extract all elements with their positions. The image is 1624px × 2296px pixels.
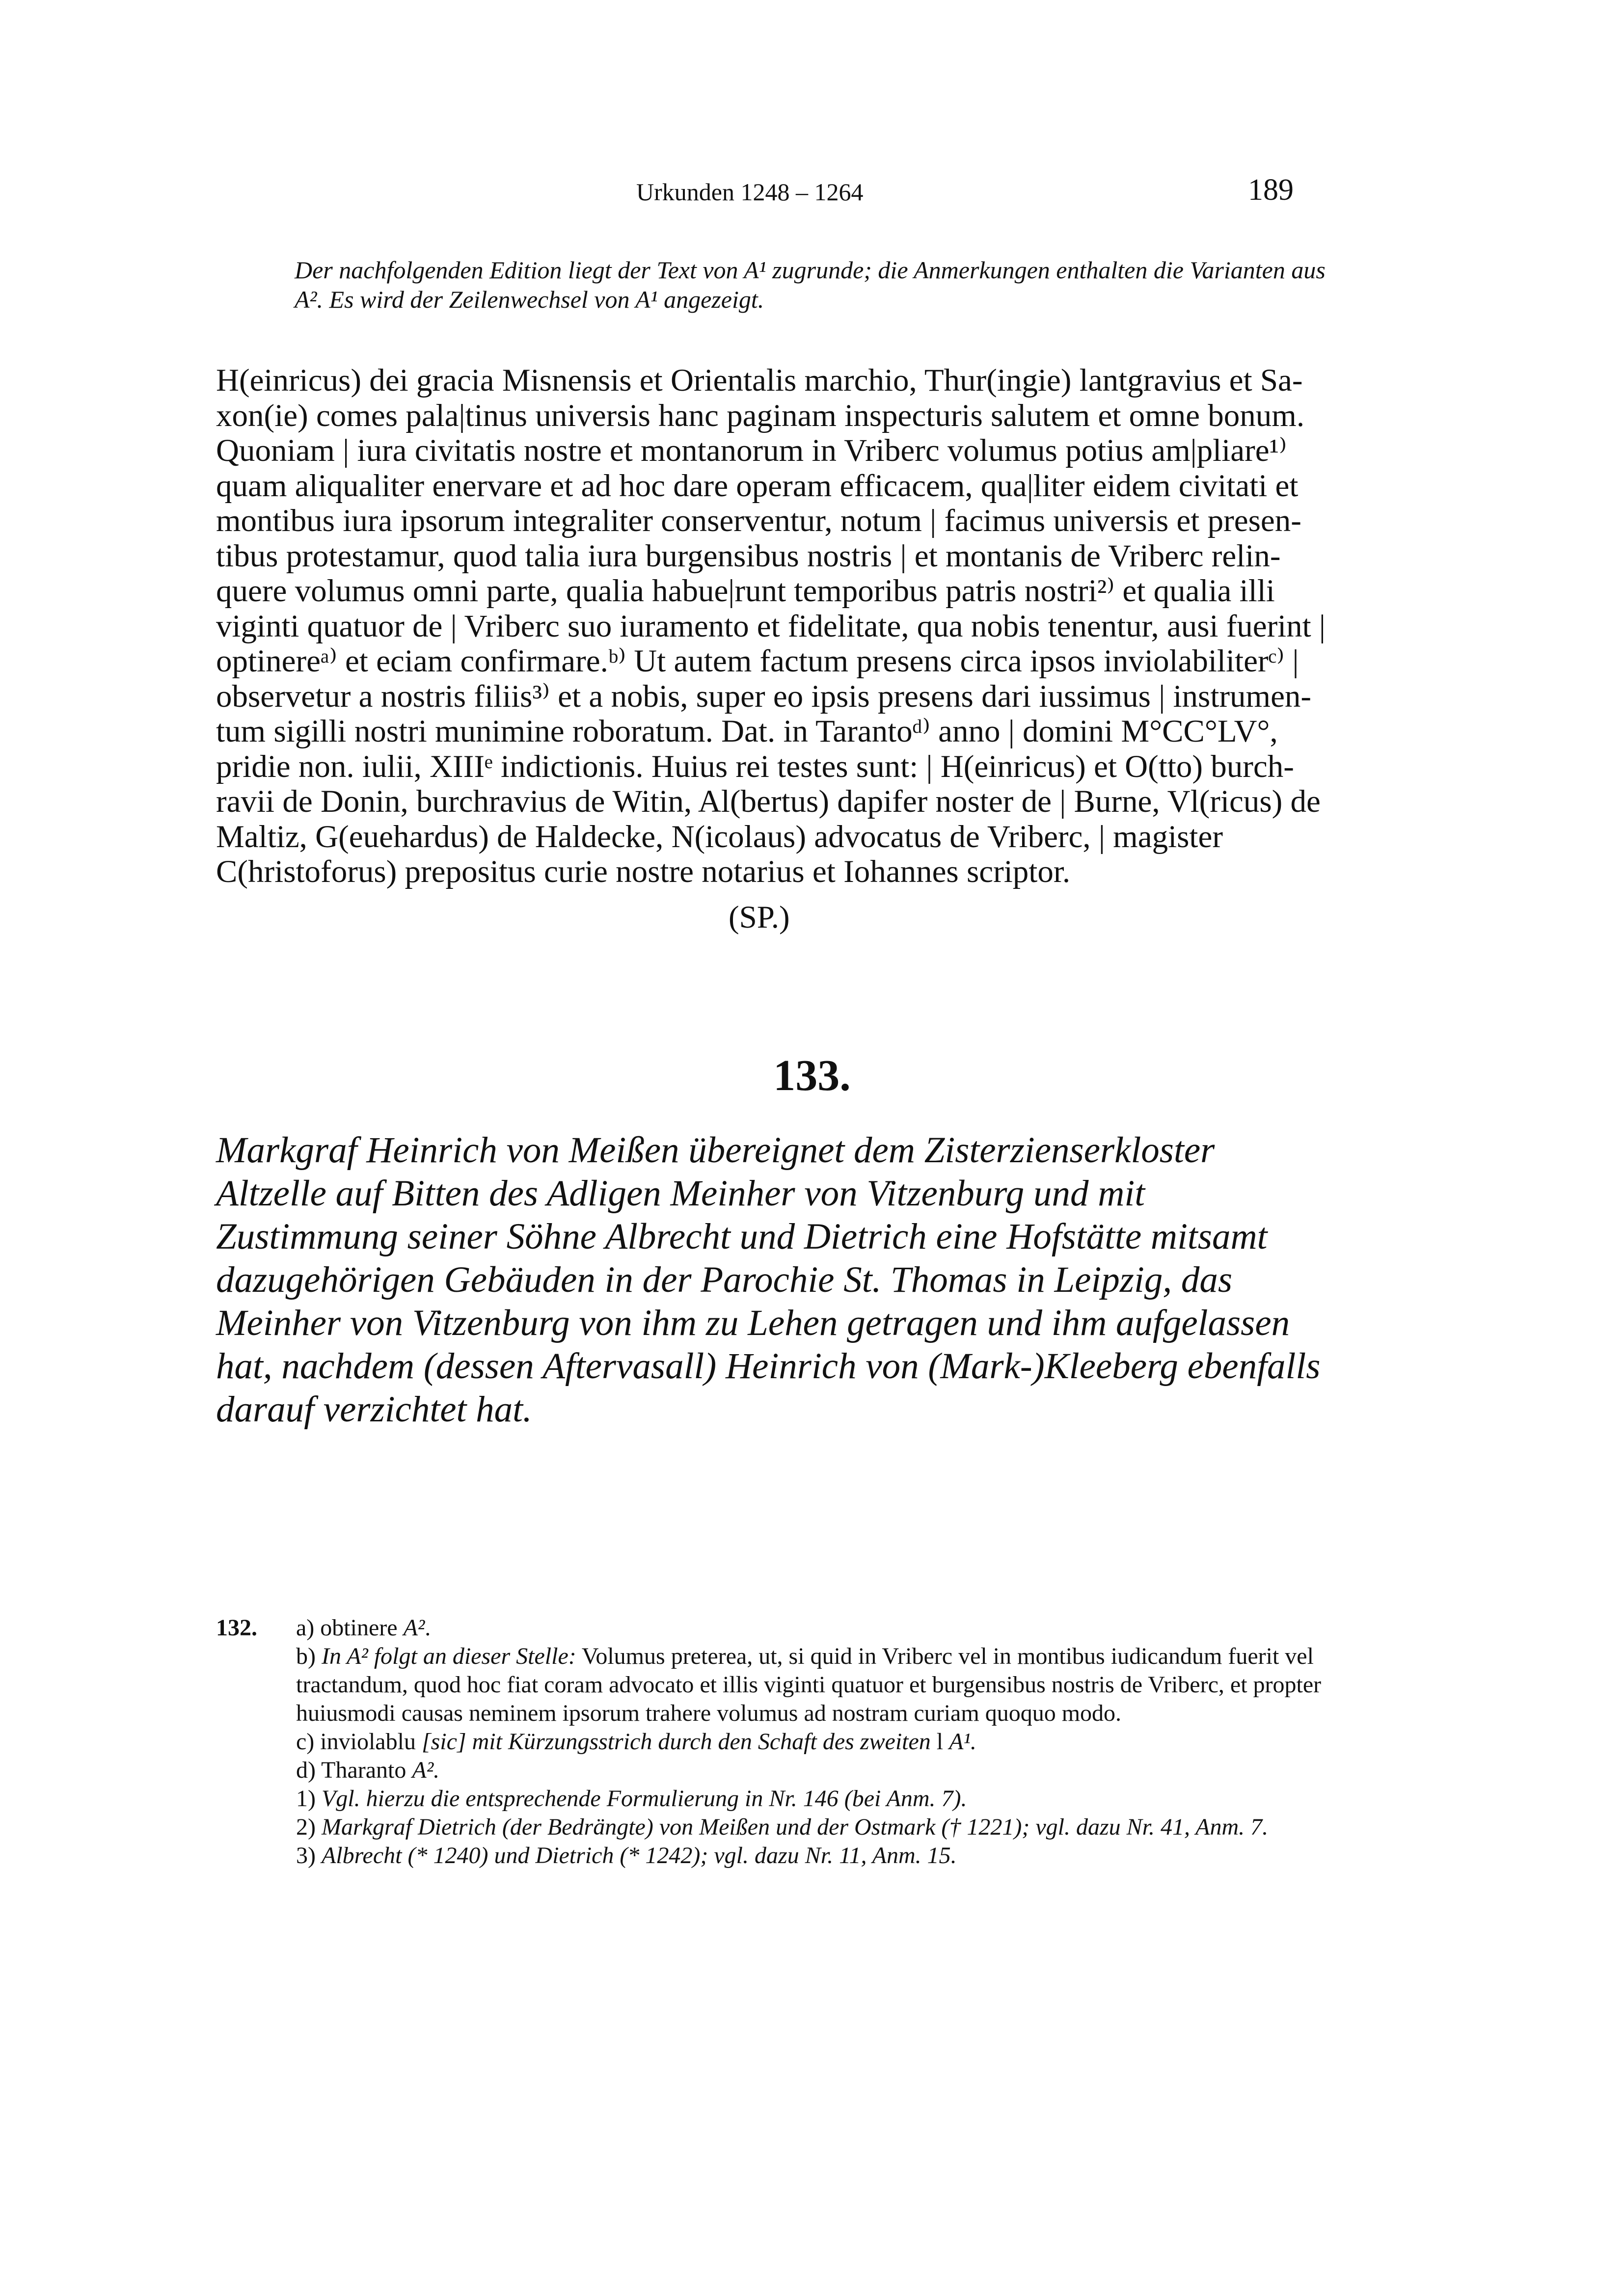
seal-mark: (SP.) [729,900,790,935]
footnote-comment: [sic] mit Kürzungsstrich durch den Schaft des zweiten [421,1729,931,1755]
footnote-3 [296,1842,1326,1870]
document-number: 133. [773,1051,851,1100]
footnote-text: a) obtinere [296,1615,404,1641]
footnote-text: 3) [296,1842,322,1869]
charter-line: quam aliqualiter enervare et ad hoc dare operam efficacem, qua|liter eidem civitati et [216,468,1299,504]
footnote-siglum: A¹. [949,1729,976,1755]
charter-line: quere volumus omni parte, qualia habue|runt temporibus patris nostri²⁾ et qualia illi [216,573,1275,609]
charter-line: Maltiz, G(euehardus) de Haldecke, N(icolaus) advocatus de Vriberc, | magister [216,819,1223,854]
footnote-text: b) [296,1643,322,1669]
footnote-text: 2) [296,1814,322,1840]
footnote-1 [296,1785,1326,1813]
footnote-d [296,1756,1326,1785]
footnote-comment: Markgraf Dietrich (der Bedrängte) von Meißen und der Ostmark († 1221); vgl. dazu Nr. 41, Anm. 7. [321,1814,1269,1840]
charter-line: optinereᵃ⁾ et eciam confirmare.ᵇ⁾ Ut autem factum presens circa ipsos inviolabiliterᶜ⁾ | [216,643,1299,679]
footnote-c [296,1728,1326,1756]
footnote-a [296,1614,1326,1642]
footnote-comment: In A² folgt an dieser Stelle: [321,1643,576,1669]
charter-line: tibus protestamur, quod talia iura burgensibus nostris | et montanis de Vriberc relin- [216,538,1281,574]
footnote-text: 1) [296,1786,322,1812]
footnotes [216,1614,1326,1870]
regest-summary: Markgraf Heinrich von Meißen übereignet dem Zisterzienserkloster Altzelle auf Bitten des Adligen Meinher von Vitzenburg und mit Zustimmung seiner Söhne Albrecht und Dietrich eine Hofstätte mitsamt dazugehörigen Gebäuden in der Parochie St. Thomas in Leipzig, das Meinher von Vitzenburg von ihm zu Lehen getragen und ihm aufgelassen hat, nachdem (dessen Aftervasall) Heinrich von (Mark-)Kleeberg ebenfalls darauf verzichtet hat. [216,1130,1321,1430]
charter-line: pridie non. iulii, XIIIᵉ indictionis. Huius rei testes sunt: | H(einricus) et O(tto) burch- [216,748,1294,784]
running-head: Urkunden 1248 – 1264 [636,178,864,206]
charter-line: C(hristoforus) prepositus curie nostre notarius et Iohannes scriptor. [216,854,1071,889]
footnote-b [296,1642,1326,1728]
charter-line: H(einricus) dei gracia Misnensis et Orientalis marchio, Thur(ingie) lantgravius et Sa- [216,363,1303,398]
charter-line: observetur a nostris filiis³⁾ et a nobis, super eo ipsis presens dari iussimus | instrumen- [216,678,1312,714]
footnote-text: l [930,1729,949,1755]
charter-text [216,363,1326,890]
footnote-siglum: A² [403,1615,425,1641]
footnote-comment: Albrecht (* 1240) und Dietrich (* 1242); vgl. dazu Nr. 11, Anm. 15. [321,1842,957,1869]
footnote-text: . [425,1615,431,1641]
charter-line: ravii de Donin, burchravius de Witin, Al(bertus) dapifer noster de | Burne, Vl(ricus) de [216,784,1321,819]
charter-line: viginti quatuor de | Vriberc suo iuramento et fidelitate, qua nobis tenentur, ausi fuerint | [216,608,1326,644]
charter-line: Quoniam | iura civitatis nostre et montanorum in Vriberc volumus potius am|pliare¹⁾ [216,433,1287,468]
charter-line: xon(ie) comes pala|tinus universis hanc paginam inspecturis salutem et omne bonum. [216,398,1305,433]
footnote-comment: Vgl. hierzu die entsprechende Formulierung in Nr. 146 (bei Anm. 7). [321,1786,967,1812]
footnote-2 [296,1813,1326,1842]
page-number: 189 [1248,173,1294,207]
charter-line: montibus iura ipsorum integraliter conserventur, notum | facimus universis et presen- [216,503,1301,538]
footnote-text: d) Tharanto [296,1757,412,1783]
footnote-siglum: A². [412,1757,440,1783]
footnote-text: c) inviolablu [296,1729,422,1755]
charter-line: tum sigilli nostri munimine roboratum. Dat. in Tarantoᵈ⁾ anno | domini M°CC°LV°, [216,714,1278,749]
footnote-text: Volumus preterea, ut, si quid in Vriberc vel in montibus iudicandum fuerit vel tractandum, quod hoc fiat coram advocato et illis viginti quatuor et burgensibus nostris de Vriberc, et propter huiusmodi causas neminem ipsorum trahere volumus ad nostram curiam quoquo modo. [296,1643,1322,1726]
editorial-note: Der nachfolgenden Edition liegt der Text von A¹ zugrunde; die Anmerkungen enthalten die Varianten aus A². Es wird der Zeilenwechsel von A¹ angezeigt. [295,256,1326,313]
footnote-block-label: 132. [216,1615,257,1641]
